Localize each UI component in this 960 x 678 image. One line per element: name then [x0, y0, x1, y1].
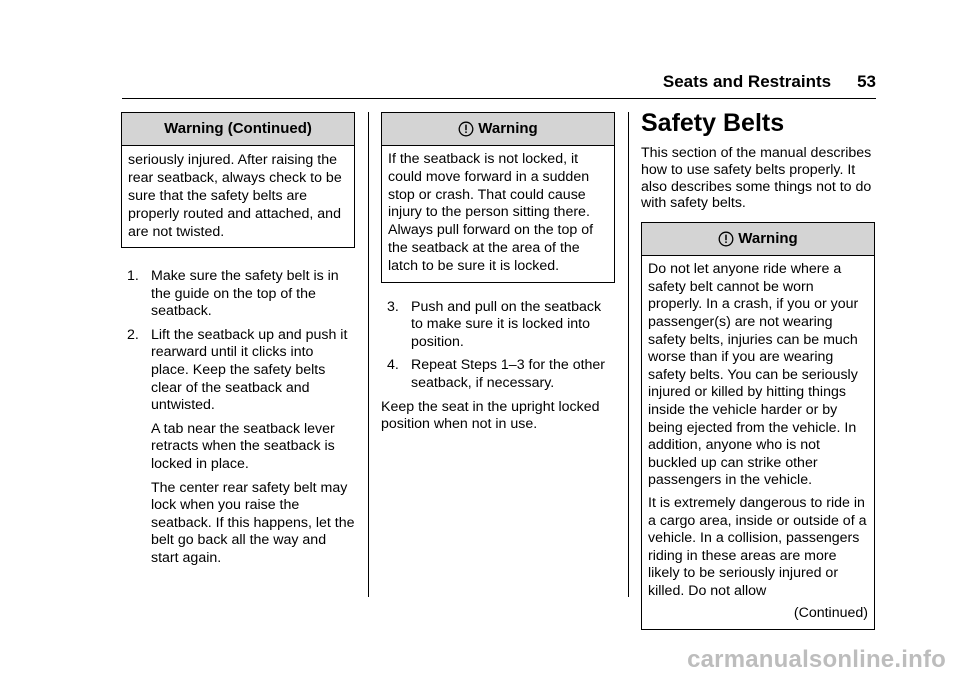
step-text: Make sure the safety belt is in the guide on the top of the seatback. [151, 268, 339, 320]
header-rule [122, 98, 876, 99]
warning-heading [642, 223, 874, 256]
warning-box-safety-belts [641, 222, 875, 630]
warning-icon [718, 231, 734, 247]
page-number: 53 [857, 72, 876, 91]
section-title-header: Seats and Restraints [662, 72, 832, 91]
warning-icon [458, 121, 474, 137]
warning-text: Do not let anyone ride where a safety belt cannot be worn properly. In a crash, if you or your passenger(s) are not wearing safety belts, injuries can be much worse than if you are wearing safety belts. You can be seriously injured or killed by hitting things inside the vehicle harder or by being ejected from the vehicle. In addition, anyone who is not buckled up can strike other passengers in the vehicle. [648, 261, 859, 489]
step-text: Lift the seatback up and push it rearward until it clicks into place. Keep the safety belts clear of the seatback and untwisted. [151, 326, 348, 414]
warning-text: If the seatback is not locked, it could move forward in a sudden stop or crash. That could cause injury to the person sitting there. Always pull forward on the top of the seatback at the area of the latch to be sure it is locked. [388, 151, 594, 274]
column-divider-1 [368, 112, 369, 597]
warning-continued-heading [122, 113, 354, 146]
step-number: 1. [127, 268, 139, 284]
step-note: The center rear safety belt may lock when you raise the seatback. If this happens, let the belt go back all the way and start again. [151, 479, 355, 566]
step-number: 4. [387, 357, 399, 374]
watermark: carmanualsonline.info [687, 646, 946, 673]
column-divider-2 [628, 112, 629, 597]
warning-continued-text: seriously injured. After raising the rear seatback, always check to be sure that the safety belts are properly routed and attached, and are not twisted. [128, 152, 342, 240]
step-number: 3. [387, 298, 399, 315]
column-3 [641, 109, 875, 630]
column-2 [381, 112, 615, 434]
list-item [121, 268, 355, 321]
warning-title: Warning [478, 120, 538, 138]
page-header [620, 72, 876, 92]
column-1 [121, 112, 355, 574]
warning-heading [382, 113, 614, 146]
intro-paragraph: This section of the manual describes how to use safety belts properly. It also describes some things not to do with safety belts. [641, 145, 872, 212]
step-text: Repeat Steps 1–3 for the other seatback, if necessary. [411, 357, 606, 391]
warning-title: Warning [738, 230, 798, 248]
warning-text: It is extremely dangerous to ride in a cargo area, inside or outside of a vehicle. In a collision, passengers riding in these areas are more likely to be seriously injured or killed. Do not allow [648, 494, 867, 599]
step-note: A tab near the seatback lever retracts when the seatback is locked in place. [151, 420, 335, 472]
warning-continued-box [121, 112, 355, 248]
section-heading: Safety Belts [641, 109, 785, 137]
warning-box-seatback [381, 112, 615, 283]
step-number: 2. [127, 326, 139, 343]
step-text: Push and pull on the seatback to make sure it is locked into position. [411, 298, 602, 350]
steps-list-1 [121, 268, 355, 568]
continued-label: (Continued) [793, 605, 868, 622]
warning-continued-title: Warning (Continued) [164, 120, 312, 138]
list-item [381, 357, 615, 392]
list-item [121, 327, 355, 568]
list-item [381, 299, 615, 352]
storage-note: Keep the seat in the upright locked position when not in use. [381, 398, 600, 433]
steps-list-2 [381, 299, 615, 393]
